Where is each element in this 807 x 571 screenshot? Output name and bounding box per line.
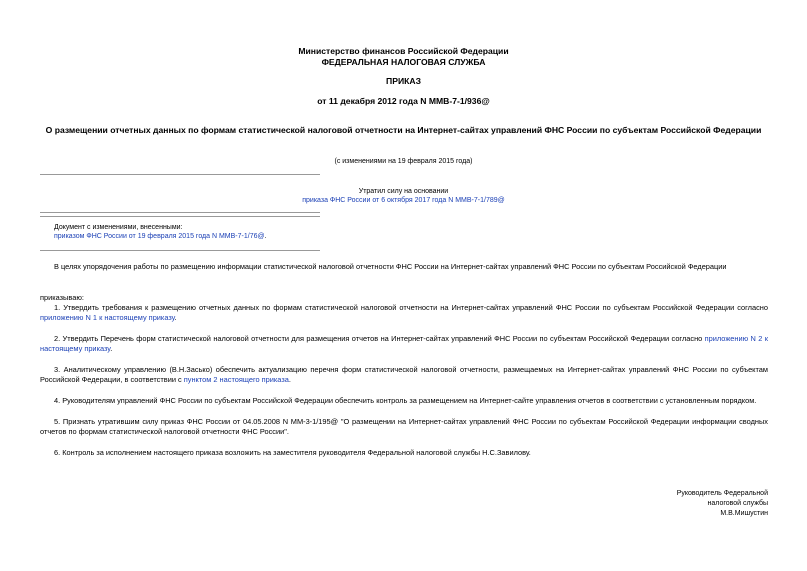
doc-type: ПРИКАЗ bbox=[386, 76, 421, 86]
item-1 bbox=[40, 303, 768, 323]
item-2-text: 2. Утвердить Перечень форм статистической налоговой отчетности для размещения отчетов на Интернет-сайтах управлений ФНС России по субъектам Российской Федерации согласно bbox=[54, 334, 705, 343]
lost-force-label: Утратил силу на основании bbox=[358, 188, 449, 195]
lost-force-link[interactable]: приказа ФНС России от 6 октября 2017 года N ММВ-7-1/789@ bbox=[302, 197, 505, 205]
item-1-end: . bbox=[174, 312, 177, 322]
item-2-link[interactable]: приложению N 2 к настоящему приказу bbox=[40, 334, 768, 353]
item-2 bbox=[40, 334, 768, 354]
ministry-name: Министерство финансов Российской Федерации bbox=[298, 46, 509, 56]
lost-force-block bbox=[0, 187, 807, 206]
item-5 bbox=[40, 417, 768, 437]
order-word: приказываю: bbox=[40, 293, 84, 302]
item-3 bbox=[40, 365, 768, 385]
item-5-text: 5. Признать утратившим силу приказ ФНС России от 04.05.2008 N ММ-3-1/195@ "О размещении на Интернет-сайтах управлений ФНС России по субъектам Российской Федерации информации сводных отчетов по формам статистической налоговой отчетности ФНС России". bbox=[40, 417, 768, 436]
item-2-end: . bbox=[110, 343, 113, 353]
divider-line bbox=[40, 250, 320, 251]
item-4 bbox=[40, 396, 768, 406]
item-3-end: . bbox=[288, 374, 291, 384]
preamble-text: В целях упорядочения работы по размещению информации статистической налоговой отчетности ФНС России на Интернет-сайтах управлений ФНС России по субъектам Российской Федерации bbox=[54, 262, 727, 271]
item-3-link[interactable]: пунктом 2 настоящего приказа bbox=[183, 374, 289, 384]
changes-dot: . bbox=[264, 233, 267, 241]
divider-line bbox=[40, 212, 320, 213]
divider-line bbox=[40, 174, 320, 175]
doc-date-number: от 11 декабря 2012 года N ММВ-7-1/936@ bbox=[317, 96, 490, 106]
item-6 bbox=[40, 448, 768, 458]
item-1-text: 1. Утвердить требования к размещению отчетных данных по формам статистической налоговой отчетности на Интернет-сайтах управлений ФНС России по субъектам Российской Федерации согласно bbox=[54, 303, 768, 312]
signature-block bbox=[677, 489, 768, 519]
item-4-text: 4. Руководителям управлений ФНС России по субъектам Российской Федерации обеспечить контроль за размещением на Интернет-сайте управления отчетов в соответствии с установленным порядком. bbox=[54, 396, 757, 405]
item-6-text: 6. Контроль за исполнением настоящего приказа возложить на заместителя руководителя Федеральной налоговой службы Н.С.Завилову. bbox=[54, 448, 531, 457]
changes-block bbox=[54, 223, 267, 242]
ministry-heading bbox=[0, 46, 807, 67]
changes-link[interactable]: приказом ФНС России от 19 февраля 2015 года N ММВ-7-1/76@ bbox=[54, 233, 265, 241]
service-name: ФЕДЕРАЛЬНАЯ НАЛОГОВАЯ СЛУЖБА bbox=[321, 56, 486, 67]
item-3-text: 3. Аналитическому управлению (В.Н.Засько) обеспечить актуализацию перечня форм статистической налоговой отчетности, размещаемых на Интернет-сайтах управлений ФНС России по субъектам Российской Федерации, в соответствии с bbox=[40, 365, 768, 384]
changes-label: Документ с изменениями, внесенными: bbox=[54, 224, 183, 231]
signature-line-1: Руководитель Федеральной bbox=[676, 490, 768, 497]
signature-line-2: налоговой службы bbox=[707, 500, 768, 508]
signature-name: М.В.Мишустин bbox=[720, 510, 768, 518]
item-1-link[interactable]: приложению N 1 к настоящему приказу bbox=[40, 312, 175, 322]
amended-note: (с изменениями на 19 февраля 2015 года) bbox=[334, 158, 473, 165]
divider-line bbox=[40, 216, 320, 217]
doc-title: О размещении отчетных данных по формам статистической налоговой отчетности на Интернет-сайтах управлений ФНС России по субъектам Российской Федерации bbox=[45, 125, 762, 135]
preamble bbox=[40, 262, 768, 272]
